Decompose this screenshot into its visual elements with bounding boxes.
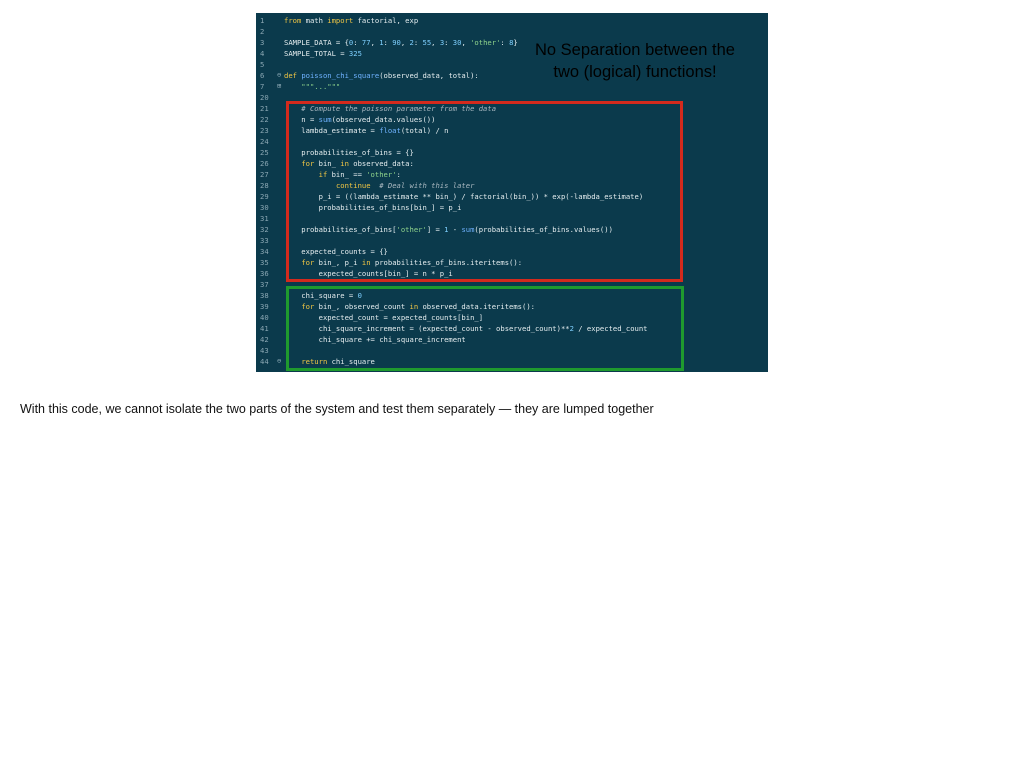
code-token: bin_ == bbox=[327, 170, 367, 179]
code-token: bin_ bbox=[314, 159, 341, 168]
code-token: 'other' bbox=[366, 170, 397, 179]
line-number: 39 bbox=[260, 302, 269, 311]
code-token: 1 bbox=[379, 38, 384, 47]
line-number: 33 bbox=[260, 236, 269, 245]
code-token: (total) / n bbox=[400, 126, 449, 135]
code-token: if bbox=[318, 170, 328, 179]
fold-toggle-icon[interactable]: ⊖ bbox=[277, 357, 282, 365]
line-number: 21 bbox=[260, 104, 269, 113]
line-number: 38 bbox=[260, 291, 269, 300]
code-token: """...""" bbox=[284, 82, 341, 91]
line-number: 23 bbox=[260, 126, 269, 135]
code-token: - bbox=[448, 225, 462, 234]
code-token: : bbox=[500, 38, 510, 47]
line-number: 43 bbox=[260, 346, 269, 355]
code-token: def bbox=[284, 71, 297, 80]
code-token: lambda_estimate = bbox=[284, 126, 380, 135]
code-token: , bbox=[400, 38, 410, 47]
line-number: 6 bbox=[260, 71, 265, 80]
line-number: 32 bbox=[260, 225, 269, 234]
line-number: 29 bbox=[260, 192, 269, 201]
code-token: 30 bbox=[452, 38, 462, 47]
code-token: observed_data: bbox=[348, 159, 414, 168]
code-token: , bbox=[461, 38, 471, 47]
code-token: # Compute the poisson parameter from the data bbox=[284, 104, 497, 113]
code-token: 55 bbox=[422, 38, 432, 47]
code-token: n = bbox=[284, 115, 319, 124]
code-line bbox=[284, 70, 479, 81]
code-token: , bbox=[431, 38, 440, 47]
code-token: 3 bbox=[439, 38, 445, 47]
code-token: chi_square_increment = (expected_count - observed_count)** bbox=[284, 324, 570, 333]
line-number: 31 bbox=[260, 214, 269, 223]
line-number: 42 bbox=[260, 335, 269, 344]
line-number: 2 bbox=[260, 27, 265, 36]
code-token: } bbox=[513, 38, 518, 47]
code-line bbox=[284, 37, 518, 48]
code-token: return bbox=[301, 357, 328, 366]
code-token: : bbox=[396, 170, 401, 179]
code-token: p_i = ((lambda_estimate ** bin_) / factorial(bin_)) * exp(-lambda_estimate) bbox=[284, 192, 644, 201]
fold-toggle-icon[interactable]: ⊞ bbox=[277, 82, 282, 90]
code-token: in bbox=[361, 258, 371, 267]
code-line bbox=[284, 15, 418, 26]
annotation-note-line-1: No Separation between the bbox=[535, 41, 735, 59]
code-token: ] = bbox=[426, 225, 445, 234]
code-token: float bbox=[379, 126, 401, 135]
code-token: for bbox=[301, 159, 315, 168]
code-token: import bbox=[327, 16, 354, 25]
code-token: observed_data.iteritems(): bbox=[418, 302, 535, 311]
code-token: : bbox=[353, 38, 362, 47]
line-number: 5 bbox=[260, 60, 265, 69]
line-number: 44 bbox=[260, 357, 269, 366]
line-number: 41 bbox=[260, 324, 269, 333]
line-number: 30 bbox=[260, 203, 269, 212]
code-token: probabilities_of_bins = {} bbox=[284, 148, 414, 157]
code-token: probabilities_of_bins[bin_] = p_i bbox=[284, 203, 462, 212]
code-token: expected_count = expected_counts[bin_] bbox=[284, 313, 484, 322]
code-token: from bbox=[284, 16, 302, 25]
code-token: (observed_data, total): bbox=[379, 71, 479, 80]
code-token: continue bbox=[335, 181, 371, 190]
code-token: 0 bbox=[357, 291, 362, 300]
code-token: 8 bbox=[509, 38, 514, 47]
code-token: factorial, exp bbox=[353, 16, 419, 25]
line-number: 26 bbox=[260, 159, 269, 168]
line-number: 20 bbox=[260, 93, 269, 102]
line-number: 36 bbox=[260, 269, 269, 278]
line-number: 27 bbox=[260, 170, 269, 179]
code-line bbox=[284, 81, 340, 92]
code-token: math bbox=[301, 16, 328, 25]
line-number: 3 bbox=[260, 38, 265, 47]
annotation-note-line-2: two (logical) functions! bbox=[553, 63, 717, 81]
code-token: 77 bbox=[361, 38, 371, 47]
line-number: 37 bbox=[260, 280, 269, 289]
highlight-box-estimation bbox=[286, 101, 683, 282]
line-number: 40 bbox=[260, 313, 269, 322]
code-token: expected_counts[bin_] = n * p_i bbox=[284, 269, 453, 278]
code-token: SAMPLE_TOTAL = bbox=[284, 49, 349, 58]
code-token: 1 bbox=[444, 225, 449, 234]
slide-caption: With this code, we cannot isolate the two parts of the system and test them separately — they are lumped together bbox=[20, 402, 654, 416]
code-token: (probabilities_of_bins.values()) bbox=[474, 225, 613, 234]
line-number: 24 bbox=[260, 137, 269, 146]
highlight-box-chi-square bbox=[286, 286, 684, 371]
code-token: poisson_chi_square bbox=[301, 71, 380, 80]
line-number: 35 bbox=[260, 258, 269, 267]
code-token: in bbox=[409, 302, 419, 311]
line-number: 4 bbox=[260, 49, 265, 58]
code-token: 0 bbox=[348, 38, 354, 47]
code-token: 2 bbox=[569, 324, 574, 333]
code-line bbox=[284, 48, 362, 59]
code-token: for bbox=[301, 302, 315, 311]
line-number: 34 bbox=[260, 247, 269, 256]
code-token: , bbox=[370, 38, 380, 47]
code-token: 'other' bbox=[396, 225, 427, 234]
code-token: 90 bbox=[392, 38, 401, 47]
code-token: bin_, observed_count bbox=[314, 302, 410, 311]
code-token: sum bbox=[318, 115, 332, 124]
code-token: chi_square += chi_square_increment bbox=[284, 335, 466, 344]
code-token: # Deal with this later bbox=[379, 181, 475, 190]
fold-toggle-icon[interactable]: ⊖ bbox=[277, 71, 282, 79]
code-token: : bbox=[383, 38, 393, 47]
code-token: : bbox=[413, 38, 423, 47]
code-token: for bbox=[301, 258, 315, 267]
line-number: 1 bbox=[260, 16, 265, 25]
code-token: in bbox=[340, 159, 349, 168]
code-token: chi_square = bbox=[284, 291, 358, 300]
code-token: 'other' bbox=[470, 38, 501, 47]
line-number: 28 bbox=[260, 181, 269, 190]
code-token: sum bbox=[461, 225, 475, 234]
line-number: 25 bbox=[260, 148, 269, 157]
code-token: bin_, p_i bbox=[314, 258, 362, 267]
annotation-note bbox=[522, 39, 748, 83]
code-token: chi_square bbox=[327, 357, 375, 366]
code-token: probabilities_of_bins.iteritems(): bbox=[370, 258, 523, 267]
code-token: SAMPLE_DATA = { bbox=[284, 38, 349, 47]
code-token: (observed_data.values()) bbox=[331, 115, 436, 124]
code-token: 325 bbox=[348, 49, 362, 58]
line-number: 7 bbox=[260, 82, 265, 91]
code-token: 2 bbox=[409, 38, 414, 47]
code-token: probabilities_of_bins[ bbox=[284, 225, 397, 234]
code-token: expected_counts = {} bbox=[284, 247, 388, 256]
code-token: : bbox=[444, 38, 453, 47]
line-number: 22 bbox=[260, 115, 269, 124]
code-token: / expected_count bbox=[573, 324, 648, 333]
